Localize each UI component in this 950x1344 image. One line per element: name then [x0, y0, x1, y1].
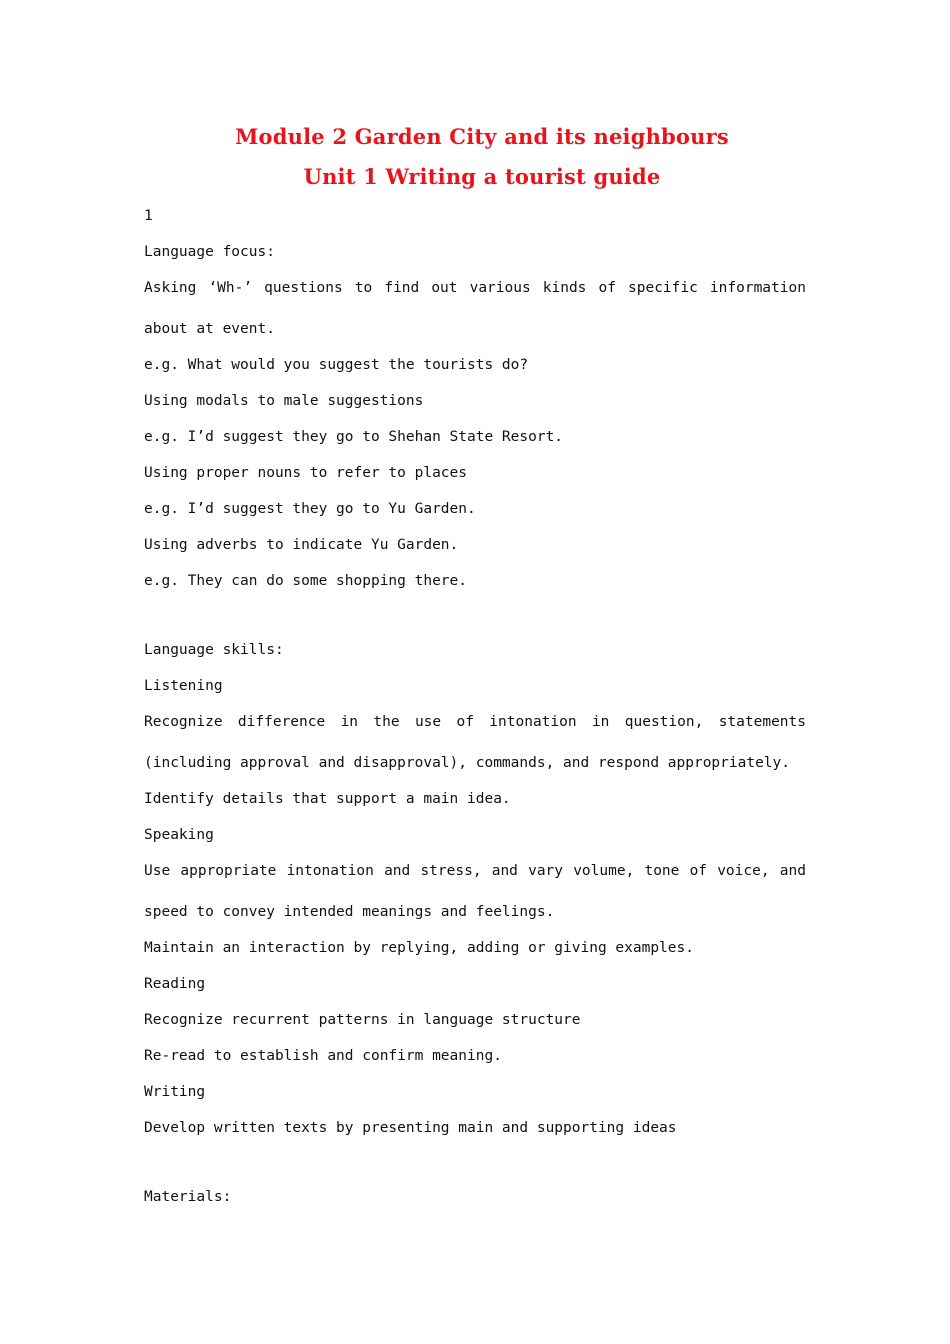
word: the	[373, 714, 400, 730]
word: Use	[144, 863, 171, 879]
word: specific	[628, 280, 698, 296]
focus-item: Using modals to male suggestions	[144, 393, 424, 409]
speaking-heading: Speaking	[144, 827, 214, 843]
word: tone	[644, 863, 680, 879]
word: to	[354, 280, 373, 296]
writing-item: Develop written texts by presenting main and supporting ideas	[144, 1120, 677, 1136]
word: of	[456, 714, 474, 730]
word: volume,	[573, 863, 635, 879]
word: use	[414, 714, 442, 730]
language-skills-heading: Language skills:	[144, 642, 284, 658]
word: Recognize	[144, 714, 223, 730]
page-subtitle: Unit 1 Writing a tourist guide	[303, 164, 661, 189]
word: and	[491, 863, 518, 879]
word: stress,	[420, 863, 482, 879]
word: ‘Wh-’	[208, 280, 253, 296]
example-line: e.g. What would you suggest the tourists do?	[144, 357, 529, 373]
reading-item: Re-read to establish and confirm meaning.	[144, 1048, 502, 1064]
word: question,	[624, 714, 704, 730]
listening-line1	[144, 712, 806, 732]
word: of	[598, 280, 616, 296]
word: questions	[264, 280, 343, 296]
word: of	[689, 863, 708, 879]
word: in	[340, 714, 359, 730]
word: intonation	[286, 863, 374, 879]
word: intonation	[489, 714, 577, 730]
word: information	[709, 280, 806, 296]
example-line: e.g. They can do some shopping there.	[144, 573, 468, 589]
word: out	[431, 280, 458, 296]
word: voice,	[717, 863, 770, 879]
example-line: e.g. I’d suggest they go to Yu Garden.	[144, 501, 476, 517]
writing-heading: Writing	[144, 1084, 206, 1100]
speaking-line1-cont: speed to convey intended meanings and feelings.	[144, 904, 555, 920]
speaking-line1	[144, 861, 806, 881]
listening-item: Identify details that support a main idea.	[144, 791, 511, 807]
focus-item: Using adverbs to indicate Yu Garden.	[144, 537, 459, 553]
reading-item: Recognize recurrent patterns in language structure	[144, 1012, 581, 1028]
reading-heading: Reading	[144, 976, 206, 992]
materials-heading: Materials:	[144, 1189, 232, 1205]
word: and	[779, 863, 806, 879]
language-focus-line1-cont: about at event.	[144, 321, 275, 337]
word: difference	[237, 714, 326, 730]
word: various	[469, 280, 531, 296]
word: and	[384, 863, 411, 879]
example-line: e.g. I’d suggest they go to Shehan State Resort.	[144, 429, 564, 445]
word: appropriate	[180, 863, 277, 879]
word: Asking	[144, 280, 197, 296]
section-number: 1	[144, 208, 153, 224]
speaking-item: Maintain an interaction by replying, adding or giving examples.	[144, 940, 694, 956]
word: statements	[718, 714, 806, 730]
word: vary	[528, 863, 564, 879]
page-title: Module 2 Garden City and its neighbours	[235, 124, 729, 149]
word: kinds	[542, 280, 587, 296]
focus-item: Using proper nouns to refer to places	[144, 465, 468, 481]
word: find	[384, 280, 420, 296]
language-focus-line1	[144, 278, 806, 298]
listening-heading: Listening	[144, 678, 223, 694]
listening-line1-cont: (including approval and disapproval), commands, and respond appropriately.	[144, 755, 791, 771]
language-focus-heading: Language focus:	[144, 244, 275, 260]
word: in	[591, 714, 610, 730]
